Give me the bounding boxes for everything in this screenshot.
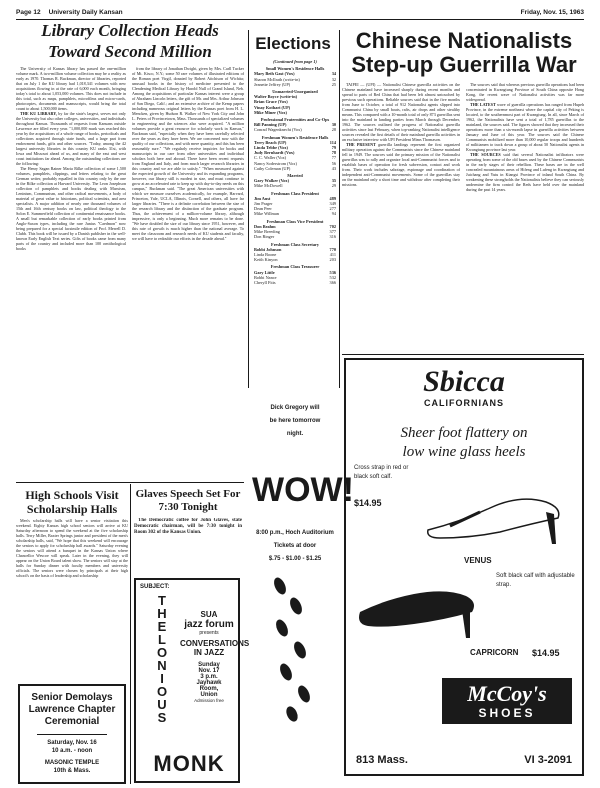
candidate-votes: 56 xyxy=(331,160,336,166)
election-result-row xyxy=(254,234,336,239)
candidate-name: Linda Boone xyxy=(254,251,277,257)
venus-price: $14.95 xyxy=(354,498,382,508)
library-col1-p1: The University of Kansas library has passed the one-million volume mark. A two-million volume collection may be a reality as early as 1970. Thomas R. Buckman, director of libraries, reported that on July 1 the KU library had 1,018,341 volumes with new acquisitions flowing in at the rate of 6,000 each month, bringing today's total to about 1,053,000 volumes. This does not include in this total, such as maps, pamphlets, microfilms and micro-cards, photocopies, documents and manuscripts, would bring the total count to about 1,500,000 items. xyxy=(16,66,126,111)
candidate-votes: 532 xyxy=(329,274,336,280)
library-column-1 xyxy=(16,66,126,478)
gregory-line-2: be here tomorrow xyxy=(269,418,321,424)
demolay-time: 10 a.m. - noon xyxy=(51,748,93,754)
candidate-votes: 28 xyxy=(331,127,336,133)
sbicca-ad xyxy=(344,358,584,776)
candidate-votes: 94 xyxy=(331,211,336,217)
nationalists-col1-p1: TAIPEI — (UPI) — Nationalist Chinese guerrilla activities on the Chinese mainland have increased sharply during recent months and spread to parts of Red China that had been left almost untouched by previous such operations. Reliable sources said that in the five months from June to October, a total of 912 Nationalist agents slipped into Communist China by small boats, rafts, air drops and other stealthy means. This compared with a 10-month total of only 873 guerrillas sent into the mainland in landing parties from March through December, 1962. The sources outlined the progress of Nationalist guerrilla activities since last February, when top-ranking Nationalist intelligence sources revealed the first details of their mainland guerrilla activities in an exclusive interview with UPI President Mims Thomason. xyxy=(342,82,460,142)
candidate-votes: 77 xyxy=(331,155,336,161)
monk-name: MONK xyxy=(153,751,225,776)
sbicca-sub: CALIFORNIANS xyxy=(424,398,504,408)
nationalists-bottom-rule xyxy=(342,354,584,355)
election-result-row xyxy=(254,166,336,171)
candidate-votes: 536 xyxy=(329,269,336,275)
paper-name: University Daily Kansan xyxy=(48,8,123,16)
monk-letter: T xyxy=(158,593,166,608)
library-col2-text: from the library of Jonathan Dwight, given by Mrs. Carll Tucker of Mt. Kisco, N.Y.; some 50 rare volumes of illustrated editions of the Roman poet Virgil, donated by Robert Aitchison of Wichita; unusual books in the history of medicine presented to the Clendening Medical Library by Harold Null of Grand Island, Neb. Among the acquisitions of particular Kansas interest were a group of Abraham Lincoln letters, the gift of Mr. and Mrs. Arthur Johnson of San Diego, Calif.; and an extensive archive of the Kemp papers including numerous original letters by the Kansas poet from H. L. Mencken, given by Hudson R. Walker of New York City and John L. Peters of Provincetown, Mass. Thousands of specialized volumes in engineering and the sciences also were acquired. "A million volumes provide a great resource for scholarly work in Kansas," Buckman said, "especially when they have been carefully selected over the years as they have been. We are concerned now with the quality of our collections, and with mere quantity, and this has been reasonably sure." "We regularly receive inquiries for books and manuscripts in our care from other universities and individual scholars both here and abroad. There have been recent requests from England and Italy, and from much larger research libraries in this country and we are able to satisfy." "When measured against the expected growth of the University and its expanding programs, however, our library still is modest in size, and must continue to grow at an accelerated rate to keep up with day-to-day needs on this campus," Buckman said. "The great American universities with which we measure ourselves academically, for example, Harvard, Princeton, Yale, UCLA, Illinois, Cornell, and others, all have far larger libraries. "There is a definite correlation between the size of the research library and the distinction of the graduate program. Thus, the achievement of a million-volume library, although impressive, is only a beginning. Much more remains to be done. "We have doubled the size of our library since 1951, however, and this rate of growth is much higher than the national average. To meet the classroom and research needs of KU students and faculty, we will have to redouble our efforts in the decade ahead." xyxy=(132,66,244,241)
nationalists-headline: Chinese Nationalists Step-up Guerrilla War xyxy=(351,28,577,77)
monk-letter: L xyxy=(158,632,166,647)
candidate-votes: 489 xyxy=(329,195,336,201)
monk-details xyxy=(180,610,250,703)
elections-section-title: Freshman Class Secretary xyxy=(270,241,320,247)
candidate-name: Linda Tebbe (Vox) xyxy=(254,145,288,151)
venus-desc: Cross strap in red or black soft calf. xyxy=(354,465,409,480)
candidate-name: Mary Beth Gast (Vox) xyxy=(254,71,295,77)
nationalists-col2-lead1: THE LATEST xyxy=(470,102,496,107)
candidate-votes: 34 xyxy=(331,71,336,77)
candidate-name: Jim Aust xyxy=(254,195,271,201)
scholarship-body xyxy=(16,518,128,678)
library-headline: Library Collection Heads Toward Second Million xyxy=(41,21,219,61)
gregory-wow: WOW! xyxy=(252,471,354,509)
candidate-name: Terry Beach (UP) xyxy=(254,139,287,145)
nationalists-column-2 xyxy=(466,82,584,356)
monk-letter: O xyxy=(156,684,168,699)
election-result-row xyxy=(254,127,336,132)
gregory-ad xyxy=(252,394,354,764)
candidate-name: Nancy Soderstrom (Vox) xyxy=(254,160,297,166)
gregory-prices: $.75 - $1.00 - $1.25 xyxy=(268,556,322,562)
candidate-name: Vinay Kothari (UP) xyxy=(254,104,291,110)
candidate-votes: 349 xyxy=(329,201,336,207)
venus-shoe-illustration xyxy=(420,472,570,552)
footprints-illustration xyxy=(252,574,338,724)
candidate-name: Judy Bernhardt (Vox) xyxy=(254,150,295,156)
candidate-name: Walter Boyce (write-in) xyxy=(254,94,298,100)
gregory-line-3: night. xyxy=(286,431,304,437)
nationalists-col2-p3: said that several Nationalist infiltrators were operating from some of the old bases used by the Chinese Communists in the early stages of their rebellion. These bases are in the well concealed mountainous areas of Hifeng and Lufeng in Kwangtung and Juichang and Yutu in Kiangsi Province of inland South China. By weakening these strongholds the Nationalists believe they can seriously undermine the firm control the Reds have held over the mainland during the past 14 years. xyxy=(466,152,584,192)
nationalists-column-1 xyxy=(342,82,460,356)
demolay-title-1: Senior Demolays xyxy=(31,692,113,703)
glaves-text: The Democratic coffee for John Glaves, state Democratic chairman, will be 7:30 tonight in Room 302 of the Kansas Union. xyxy=(134,518,242,535)
capricorn-name: CAPRICORN xyxy=(470,648,519,657)
candidate-votes: 377 xyxy=(329,229,336,235)
demolay-title-3: Ceremonial xyxy=(44,716,100,727)
column-rule-mid-left xyxy=(130,484,131,784)
candidate-name: Dean Peer xyxy=(254,206,272,212)
gregory-line-1: Dick Gregory will xyxy=(270,405,320,411)
candidate-name: Cathy Coleman (UP) xyxy=(254,165,291,171)
monk-letter: S xyxy=(157,710,167,725)
library-col1-p2: by far the state's largest, serves not only the University but also other colleges, universities, and individuals throughout Kansas. Thousands of requests from Kansans outside Lawrence are filled every year. "1,000,000 mark was reached this year by the acquisitions of a whole range of books, periodicals and collections acquired through state funds, and a large part from endowment funds, gifts and other sources. "Today, among the 42 largest university libraries in this country KU ranks 31st, with Iowa and Missouri ahead of us, and many of the east and west coast institutions far ahead. Among the outstanding collections are the following: xyxy=(16,111,126,166)
election-result-row xyxy=(254,211,336,216)
library-col1-p3: The Henry Sagan Rainer Maria Rilke collection of some 1,500 volumes, pamphlets, clippings, and letters relating to the great German writer, probably equalled in this country only by the one in the Rilke collection at Harvard University. The Leon Josephson collection of pamphlets and books dealing with Marxism, Leninism, Communism, and other radical movements, a body of material of great value to historians, political scientists, and area specialists. A major addition of nearly one thousand volumes of 15th and 16th century books on law, political theology to the Solon E. Summerfield collection of continental renaissance books. A small but remarkable collection of early books printed from Anglo-Saxon types, including the rare Junius "Caedmon" now being prepared for a special facsimile edition of Prof. Merrell D. Clubb. This book will be issued by a Danish publisher in the well-known Early English Text series. Gifts of books came from many parts of the country and included more than 100 ornithological books xyxy=(16,166,126,251)
candidate-name: Jeanette Jeffrey (UP) xyxy=(254,81,291,87)
monk-jazz-forum: jazz forum xyxy=(184,619,234,630)
candidate-name: Sharon McIlrath (write-in) xyxy=(254,76,300,82)
candidate-name: Bobbi Nance xyxy=(254,274,277,280)
candidate-votes: 114 xyxy=(329,139,336,145)
masthead xyxy=(16,6,584,18)
elections-results xyxy=(254,57,336,285)
elections-section-title: Freshman Class Treasurer xyxy=(270,264,320,270)
candidate-name: Mike Willman xyxy=(254,211,279,217)
nationalists-col2-p1: The sources said that whereas previous guerrilla operations had been concentrated in Kwangtung Province of South China opposite Hong Kong, the recent wave of Nationalist activities was far more widespread. xyxy=(466,82,584,102)
election-result-row xyxy=(254,257,336,262)
mccoys-name: McCoy's xyxy=(467,681,547,706)
sbicca-tagline-2: low wine glass heels xyxy=(402,444,526,460)
candidate-name: Bobbi Johnson xyxy=(254,246,282,252)
candidate-votes: 35 xyxy=(331,178,336,184)
gregory-tickets: Tickets at door xyxy=(273,543,317,549)
monk-letter: I xyxy=(160,671,164,686)
scholarship-text: Men's scholarship halls will have a senior visitation this weekend. Eighty Kansas high school seniors will arrive at KU Saturday afternoon to spend the weekend at the five scholarship halls. Terry Miller, Baxter Springs junior and president of the men's scholarship halls, said, "We hope that this weekend will encourage the seniors to apply for scholarship hall awards." Saturday evening the seniors will attend a banquet in the Kansas Union where Chancellor Wescoe will speak. Later in the evening, they will appear on the Union Board talent show. The seniors will stay at the halls for Sunday dinner with faculty members and university officials. The seniors were chosen by principals at their high school's on the basis of leadership and scholarship xyxy=(16,518,128,578)
candidate-name: Keith Kinyon xyxy=(254,257,278,263)
elections-section-title: Unmarried-Unorganized xyxy=(272,89,318,95)
elections-continued: (Continued from page 1) xyxy=(273,59,317,64)
elections-section-title: Freshman Women's Residence Halls xyxy=(261,134,329,140)
candidate-votes: 702 xyxy=(329,223,336,229)
nationalists-col2-lead2: THE SOURCES xyxy=(470,152,501,157)
candidate-name: Don Beahm xyxy=(254,223,276,229)
candidate-votes: 32 xyxy=(331,76,336,82)
candidate-votes: 25 xyxy=(331,81,336,87)
candidate-votes: 79 xyxy=(331,145,336,151)
column-rule-left xyxy=(248,30,249,388)
candidate-name: Mike Miner (Vox) xyxy=(254,109,287,115)
candidate-name: C. C. Waller (Vox) xyxy=(254,155,287,161)
monk-letter: U xyxy=(157,697,167,712)
column-rule-right xyxy=(339,30,340,388)
demolay-ad xyxy=(18,684,126,784)
election-result-row xyxy=(254,82,336,87)
candidate-name: Gary Little xyxy=(254,269,275,275)
election-result-row xyxy=(254,110,336,115)
monk-admission: Admission free xyxy=(194,698,224,703)
candidate-name: Bill Panning (UP) xyxy=(254,122,287,128)
monk-time: 3 p.m. xyxy=(200,674,218,680)
sbicca-tagline-1: Sheer foot flattery on xyxy=(400,425,528,441)
library-bottom-rule xyxy=(16,482,244,483)
monk-letter-stack xyxy=(146,594,178,724)
candidate-votes: 30 xyxy=(331,122,336,128)
monk-date: Nov. 17 xyxy=(198,668,220,674)
elections-section-title: Professional Fraternities and Co-Ops xyxy=(260,117,330,123)
nationalists-col2-p2: wave of guerrilla operations has ranged from Hupeh Province, in the extreme northeast where the capital city of Peking is located, to the southernmost part of Kwangtung. In all, since March of 1962, the Nationalists have sent a total of 1,785 guerrillas to the mainland, the sources said. The figures showed that they increased their operations more than a six-month lapse in guerrilla activities between January and June of this year. The sources said the Chinese Communists mobilized more than 10,000 regular troops and hundreds of militiamen to track down a group of about 50 Nationalist agents in Kwangtung province last year. xyxy=(466,102,584,152)
nationalists-col1-p2: guerrilla landings represent the first organized military operation against the Communists since the Chinese mainland fell in 1949. The sources said the primary mission of the Nationalist guerrillas was to rally and organize local anti-Communist forces and to establish bases of operation for fresh subversion, contact and work from. Their work includes sabotage, espionage and coordination of independent anti-Communist movements. Some of the guerrillas stay on the mainland only a short time and withdraw after completing their missions. xyxy=(342,142,460,187)
candidate-votes: 316 xyxy=(329,234,336,240)
demolay-address: 10th & Mass. xyxy=(53,768,91,774)
scholarship-headline: High Schools Visit Scholarship Halls xyxy=(25,488,119,516)
candidate-votes: 29 xyxy=(331,183,336,189)
demolay-divider xyxy=(37,734,107,735)
capricorn-shoe-illustration xyxy=(354,566,484,642)
elections-section-title: Small Women's Residence Halls xyxy=(265,66,325,72)
gregory-when: 8:00 p.m., Hoch Auditorium xyxy=(256,530,334,536)
monk-place-3: Union xyxy=(200,692,218,698)
library-column-2 xyxy=(132,66,244,478)
election-result-row xyxy=(254,280,336,285)
monk-letter: O xyxy=(156,645,168,660)
candidate-votes: 366 xyxy=(329,279,336,285)
issue-date: Friday, Nov. 15, 1963 xyxy=(520,8,584,16)
monk-place-2: Room, xyxy=(199,686,219,692)
elections-section-title: Freshman Class President xyxy=(271,190,319,196)
monk-letter: H xyxy=(157,606,167,621)
demolay-date: Saturday, Nov. 16 xyxy=(47,740,97,746)
page-number: Page 12 xyxy=(16,8,41,16)
store-address: 813 Mass. xyxy=(356,754,408,766)
candidate-votes: 277 xyxy=(329,206,336,212)
mccoys-logo xyxy=(442,678,572,724)
candidate-name: Cheryll Fitts xyxy=(254,279,276,285)
gregory-announcement xyxy=(252,402,338,441)
candidate-name: Gary Walker (Vox) xyxy=(254,178,290,184)
sbicca-brand: Sbicca xyxy=(423,365,505,398)
monk-ad xyxy=(134,578,250,783)
monk-place-1: Jayhawk xyxy=(196,680,222,686)
monk-letter: E xyxy=(157,619,167,634)
candidate-votes: 411 xyxy=(329,251,336,257)
demolay-place: MASONIC TEMPLE xyxy=(44,760,100,766)
venus-name: VENUS xyxy=(464,556,492,565)
library-col1-lead: THE KU LIBRARY, xyxy=(20,111,57,116)
elections-headline: Elections xyxy=(255,34,331,53)
candidate-votes: 78 xyxy=(331,150,336,156)
demolay-title-2: Lawrence Chapter xyxy=(28,704,116,715)
glaves-headline: Glaves Speech Set For 7:30 Tonight xyxy=(135,488,241,513)
monk-letter: N xyxy=(157,658,167,673)
candidate-votes: 43 xyxy=(331,165,336,171)
election-result-row xyxy=(254,183,336,188)
candidate-votes: 770 xyxy=(329,246,336,252)
candidate-name: Mike McDowell xyxy=(254,183,283,189)
candidate-name: Mike Breeding xyxy=(254,229,280,235)
candidate-name: Jim Prager xyxy=(254,201,273,207)
monk-subject-label: SUBJECT: xyxy=(140,584,170,590)
store-phone: VI 3-2091 xyxy=(524,754,572,766)
elections-section-title: Freshman Class Vice President xyxy=(266,218,324,224)
candidate-name: Conrad Wagenknecht (Vox) xyxy=(254,127,302,133)
monk-conversations: CONVERSATIONS xyxy=(180,639,250,648)
candidate-name: Brian Grace (Vox) xyxy=(254,99,288,105)
monk-sua: SUA xyxy=(200,610,218,619)
glaves-body xyxy=(134,518,242,568)
candidate-votes: 203 xyxy=(329,257,336,263)
sbicca-tagline xyxy=(346,424,582,462)
nationalists-col1-lead: THE PRESENT xyxy=(346,142,376,147)
monk-day: Sunday xyxy=(198,662,220,668)
capricorn-price: $14.95 xyxy=(532,648,560,658)
monk-in-jazz: IN JAZZ xyxy=(193,648,225,657)
gregory-details xyxy=(252,527,338,566)
candidate-name: Don Ringer xyxy=(254,234,275,240)
monk-presents: presents xyxy=(199,630,219,636)
mccoys-shoes: SHOES xyxy=(478,706,536,720)
elections-section-title: Married xyxy=(287,173,303,179)
capricorn-desc: Soft black calf with adjustable strap. xyxy=(496,573,575,588)
